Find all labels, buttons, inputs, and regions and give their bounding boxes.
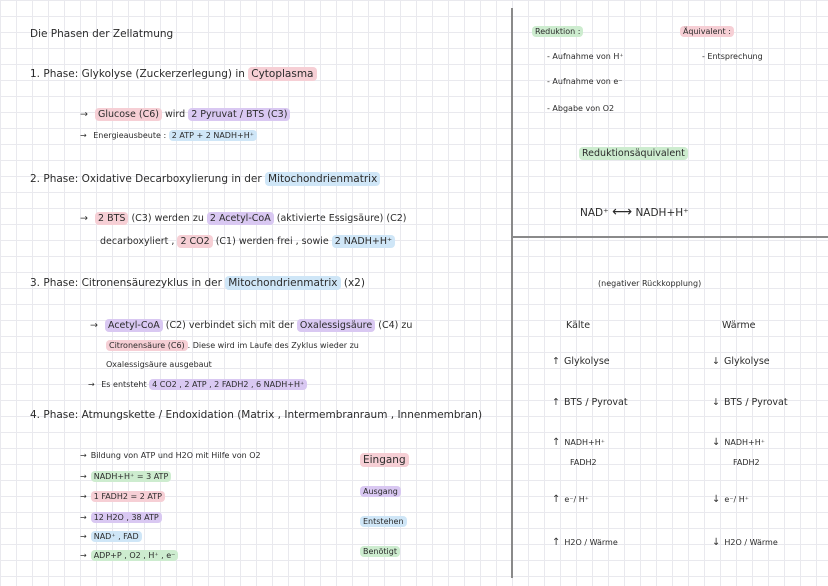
arrow-icon: → (80, 131, 87, 140)
waerme-item-6 (712, 537, 778, 548)
phase4-line2-text: NADH+H⁺ = 3 ATP (91, 471, 172, 482)
phase4-line4-text: 12 H2O , 38 ATP (91, 512, 162, 523)
waerme-item-6-label: H2O / Wärme (724, 538, 778, 547)
phase2-line2-b: 2 CO2 (177, 235, 212, 248)
horizontal-divider (511, 236, 828, 238)
phase1-text: : Glykolyse (Zuckerzerlegung) in (74, 68, 245, 80)
arrow-icon: → (80, 213, 88, 224)
col-right-head: Wärme (722, 320, 756, 331)
phase3-line3: Oxalessigsäure ausgebaut (106, 360, 212, 369)
phase2-line1-b: (C3) werden zu (131, 213, 204, 224)
up-arrow-icon: ↑ (552, 397, 560, 408)
reduktion-item-3: - Abgabe von O2 (547, 104, 615, 113)
kaelte-item-5-label: e⁻/ H⁺ (564, 495, 590, 504)
phase3-line1 (90, 320, 412, 331)
phase1-line2 (80, 131, 257, 140)
arrow-icon: → (88, 380, 95, 389)
equation (580, 204, 689, 220)
vertical-divider (511, 8, 513, 578)
phase3-line2-b: . Diese wird im Laufe des Zyklus wieder zu (187, 341, 359, 350)
phase2-highlight: Mitochondrienmatrix (265, 172, 380, 186)
down-arrow-icon: ↓ (712, 437, 721, 448)
phase1-line1-a: Glucose (C6) (95, 108, 162, 121)
legend-ausgang (360, 487, 401, 496)
phase3-line4 (88, 380, 307, 389)
reduktion-heading (532, 27, 583, 36)
page-title: Die Phasen der Zellatmung (30, 28, 174, 40)
down-arrow-icon: ↓ (712, 494, 721, 505)
reduktion-item-2: - Aufnahme von e⁻ (547, 77, 623, 86)
phase3-line4-a: Es entsteht (101, 380, 147, 389)
kaelte-item-3-label: NADH+H⁺ (564, 438, 605, 447)
equation-left: NAD⁺ (580, 207, 609, 219)
waerme-item-2-label: BTS / Pyrovat (723, 397, 788, 408)
arrow-icon: → (80, 451, 87, 460)
legend-ausgang-label: Ausgang (360, 486, 401, 497)
waerme-item-3 (712, 437, 765, 448)
phase1-line1-b: wird (165, 109, 186, 120)
down-arrow-icon: ↓ (712, 397, 720, 408)
aequivalent-item: - Entsprechung (702, 52, 763, 61)
aequivalent-heading (680, 27, 734, 36)
kaelte-item-1-label: Glykolyse (563, 356, 610, 367)
phase3-highlight: Mitochondrienmatrix (225, 276, 340, 290)
arrow-icon: → (90, 320, 98, 331)
phase3-heading (30, 277, 365, 289)
phase4-heading (30, 409, 482, 421)
waerme-item-5 (712, 494, 749, 505)
phase4-line5-text: NAD⁺ , FAD (91, 531, 142, 542)
reduktionsaequivalent-text: Reduktionsäquivalent (579, 147, 688, 160)
waerme-item-1-label: Glykolyse (723, 356, 770, 367)
double-arrow-icon: ⟷ (612, 204, 633, 220)
reduktion-item-1: - Aufnahme von H⁺ (547, 52, 624, 61)
phase4-text: : Atmungskette / Endoxidation (Matrix , Intermembranraum , Innenmembran) (74, 409, 483, 421)
phase2-line2-c: (C1) werden frei , sowie (215, 236, 329, 247)
phase1-highlight: Cytoplasma (248, 67, 316, 81)
up-arrow-icon: ↑ (552, 356, 560, 367)
phase1-line2-a: Energieausbeute : (93, 131, 167, 140)
up-arrow-icon: ↑ (552, 537, 561, 548)
reduktion-heading-label: Reduktion : (532, 26, 583, 37)
arrow-icon: → (80, 109, 88, 120)
phase3-line1-b: (C2) verbindet sich mit der (165, 320, 294, 331)
kaelte-item-6-label: H2O / Wärme (564, 538, 618, 547)
phase3-line1-d: (C4) zu (378, 320, 413, 331)
phase2-heading (30, 173, 380, 185)
arrow-icon: → (80, 532, 87, 541)
equation-right: NADH+H⁺ (635, 207, 689, 219)
legend-entstehen-label: Entstehen (360, 516, 407, 527)
arrow-icon: → (80, 492, 87, 501)
phase4-line6 (80, 551, 178, 560)
feedback-header: (negativer Rückkopplung) (598, 279, 702, 288)
phase3-line2 (106, 341, 359, 350)
kaelte-item-6 (552, 537, 618, 548)
phase3-head: 3. Phase (30, 277, 75, 289)
kaelte-item-4: FADH2 (570, 458, 597, 467)
phase2-line2-d: 2 NADH+H⁺ (332, 235, 395, 248)
phase2-line1-d: (aktivierte Essigsäure) (C2) (276, 213, 407, 224)
phase4-line4 (80, 513, 162, 522)
waerme-item-5-label: e⁻/ H⁺ (724, 495, 750, 504)
phase1-head: 1. Phase (30, 68, 75, 80)
kaelte-item-2-label: BTS / Pyrovat (563, 397, 628, 408)
phase1-line2-b: 2 ATP + 2 NADH+H⁺ (169, 130, 257, 141)
legend-benoetigt-label: Benötigt (360, 546, 400, 557)
phase2-line1 (80, 213, 406, 224)
phase2-head: 2. Phase (30, 173, 75, 185)
phase3-line4-b: 4 CO2 , 2 ATP , 2 FADH2 , 6 NADH+H⁺ (149, 379, 307, 390)
phase4-line1 (80, 451, 261, 460)
reduktionsaequivalent-label (579, 148, 688, 159)
kaelte-item-5 (552, 494, 589, 505)
kaelte-item-3 (552, 437, 605, 448)
up-arrow-icon: ↑ (552, 494, 561, 505)
phase3-line1-a: Acetyl-CoA (105, 319, 163, 332)
down-arrow-icon: ↓ (712, 537, 721, 548)
aequivalent-heading-label: Äquivalent : (680, 26, 734, 37)
up-arrow-icon: ↑ (552, 437, 561, 448)
phase1-heading (30, 68, 317, 80)
phase4-line5 (80, 532, 142, 541)
phase4-head: 4. Phase (30, 409, 75, 421)
phase3-line2-a: Citronensäure (C6) (106, 340, 188, 351)
phase4-line1-text: Bildung von ATP und H2O mit Hilfe von O2 (90, 451, 261, 460)
down-arrow-icon: ↓ (712, 356, 720, 367)
phase3-suffix: (x2) (343, 277, 365, 289)
kaelte-item-2 (552, 397, 628, 408)
phase4-line3 (80, 492, 165, 501)
phase1-line1-c: 2 Pyruvat / BTS (C3) (188, 108, 290, 121)
phase4-line2 (80, 472, 171, 481)
legend-entstehen (360, 517, 407, 526)
legend-benoetigt (360, 547, 400, 556)
kaelte-item-1 (552, 356, 610, 367)
phase4-line6-text: ADP+P , O2 , H⁺ , e⁻ (91, 550, 179, 561)
legend-eingang (360, 454, 409, 466)
waerme-item-4: FADH2 (733, 458, 760, 467)
waerme-item-1 (712, 356, 770, 367)
waerme-item-3-label: NADH+H⁺ (724, 438, 765, 447)
phase2-line1-c: 2 Acetyl-CoA (207, 212, 274, 225)
phase2-line2 (100, 236, 395, 247)
phase3-line1-c: Oxalessigsäure (297, 319, 375, 332)
col-left-head: Kälte (566, 320, 591, 331)
phase2-text: : Oxidative Decarboxylierung in der (74, 173, 262, 185)
phase2-line1-a: 2 BTS (95, 212, 128, 225)
phase1-line1 (80, 109, 290, 120)
arrow-icon: → (80, 551, 87, 560)
arrow-icon: → (80, 472, 87, 481)
phase3-text: : Citronensäurezyklus in der (74, 277, 222, 289)
arrow-icon: → (80, 513, 87, 522)
waerme-item-2 (712, 397, 788, 408)
phase2-line2-a: decarboxyliert , (100, 236, 175, 247)
phase4-line3-text: 1 FADH2 = 2 ATP (91, 491, 165, 502)
legend-eingang-label: Eingang (360, 453, 409, 467)
